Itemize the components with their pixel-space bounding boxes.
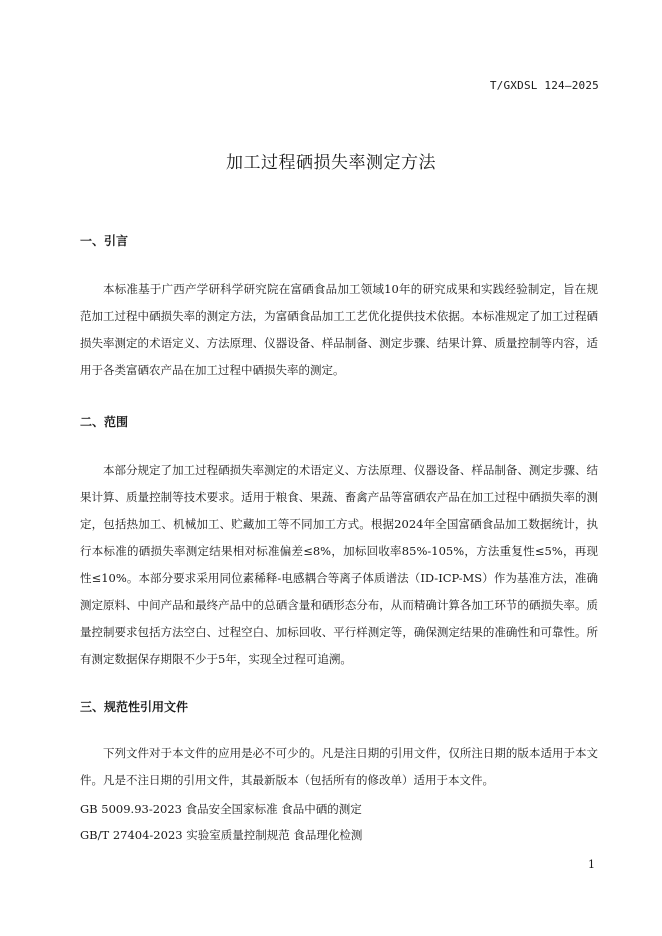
reference-item: GB 5009.93-2023 食品安全国家标准 食品中硒的测定 — [80, 802, 362, 816]
document-title: 加工过程硒损失率测定方法 — [226, 153, 436, 173]
document-id: T/GXDSL 124—2025 — [489, 79, 599, 92]
section-paragraph-scope: 本部分规定了加工过程硒损失率测定的术语定义、方法原理、仪器设备、样品制备、测定步骤、结果计算、质量控制等技术要求。适用于粮食、果蔬、畜禽产品等富硒农产品在加工过程中硒损失率的测定，包括热加工、机械加工、贮藏加工等不同加工方式。根据2024年全国富硒食品加工数据统计，执行本标准的硒损失率测定结果相对标准偏差≤8%，加标回收率85%-105%，方法重复性≤5%，再现性≤10%。本部分要求采用同位素稀释-电感耦合等离子体质谱法（ID-ICP-MS）作为基准方法，准确测定原料、中间产品和最终产品中的总硒含量和硒形态分布，从而精确计算各加工环节的硒损失率。质量控制要求包括方法空白、过程空白、加标回收、平行样测定等，确保测定结果的准确性和可靠性。所有测定数据保存期限不少于5年，实现全过程可追溯。 — [80, 463, 598, 666]
section-paragraph-introduction: 本标准基于广西产学研科学研究院在富硒食品加工领域10年的研究成果和实践经验制定，旨在规范加工过程中硒损失率的测定方法，为富硒食品加工工艺优化提供技术依据。本标准规定了加工过程硒损失率测定的术语定义、方法原理、仪器设备、样品制备、测定步骤、结果计算、质量控制等内容，适用于各类富硒农产品在加工过程中硒损失率的测定。 — [80, 282, 598, 377]
section-paragraph-normative-references: 下列文件对于本文件的应用是必不可少的。凡是注日期的引用文件，仅所注日期的版本适用于本文件。凡是不注日期的引用文件，其最新版本（包括所有的修改单）适用于本文件。 — [80, 746, 598, 787]
section-heading-normative-references: 三、规范性引用文件 — [80, 700, 189, 714]
section-heading-scope: 二、范围 — [80, 415, 129, 429]
page-number: 1 — [588, 858, 595, 871]
reference-item: GB/T 27404-2023 实验室质量控制规范 食品理化检测 — [80, 828, 363, 842]
section-heading-introduction: 一、引言 — [80, 234, 129, 248]
